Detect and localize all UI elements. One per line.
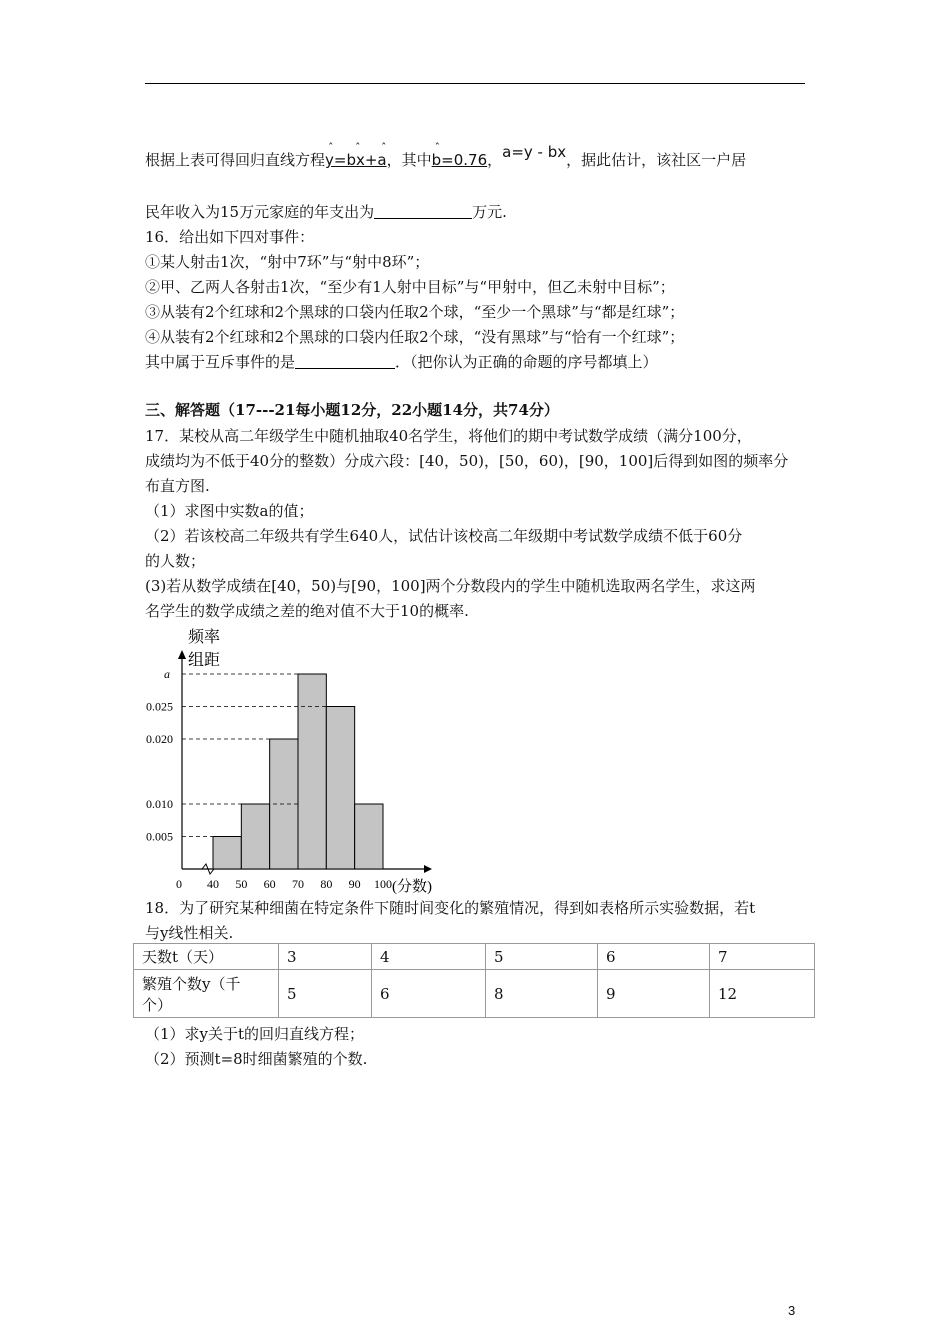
y-tick-label: 0.005 <box>146 829 173 844</box>
table-cell: 4 <box>372 944 486 970</box>
experiment-table <box>133 943 815 1018</box>
histogram-bar-40-50 <box>213 837 241 870</box>
table-cell: 6 <box>598 944 710 970</box>
q17-part-2-cont: 的人数； <box>145 552 206 570</box>
q17-line-3: 布直方图. <box>145 477 210 495</box>
regression-formula: ˆ ˆ ˆ y=bx+a <box>325 141 387 169</box>
q15-line2: 民年收入为15万元家庭的年支出为 万元. <box>145 203 507 221</box>
q16-item-1: ①某人射击1次，“射中7环”与“射中8环”； <box>145 253 430 271</box>
q17-line-2: 成绩均为不低于40分的整数）分成六段：[40，50)，[50，60)，[90，100]后得到如图的频率分 <box>145 452 789 470</box>
y-axis-label-top: 频率 <box>188 629 221 646</box>
table-row <box>134 970 815 1018</box>
x-tick-label: 70 <box>292 877 304 891</box>
table-cell: 8 <box>486 970 598 1018</box>
histogram-bar-80-90 <box>326 707 354 870</box>
table-cell: 5 <box>486 944 598 970</box>
q18-part-1: （1）求y关于t的回归直线方程； <box>145 1025 365 1043</box>
table-cell: 6 <box>372 970 486 1018</box>
answer-blank-16[interactable] <box>295 354 395 369</box>
q18-line-1: 18．为了研究某种细菌在特定条件下随时间变化的繁殖情况，得到如表格所示实验数据，若t <box>145 899 756 917</box>
q17-line-1: 17．某校从高二年级学生中随机抽取40名学生，将他们的期中考试数学成绩（满分100分， <box>145 427 752 445</box>
table-cell: 3 <box>279 944 372 970</box>
x-origin-label: 0 <box>176 877 182 891</box>
table-cell: 9 <box>598 970 710 1018</box>
header-rule <box>145 83 805 84</box>
a-hat-formula: a=y - bx <box>502 143 567 161</box>
y-tick-label: 0.025 <box>146 699 173 714</box>
frequency-histogram <box>142 626 462 896</box>
table-header-cell: 繁殖个数y（千 个） <box>134 970 279 1018</box>
x-tick-label: 80 <box>320 877 333 891</box>
x-tick-label: 50 <box>235 877 248 891</box>
q17-part-1: （1）求图中实数a的值； <box>145 502 314 520</box>
q18-line-2: 与y线性相关. <box>145 924 234 942</box>
histogram-bar-50-60 <box>241 804 269 869</box>
q16-ask: 其中属于互斥事件的是 ．（把你认为正确的命题的序号都填上） <box>145 353 658 371</box>
q17-part-3: (3)若从数学成绩在[40，50)与[90，100]两个分数段内的学生中随机选取两名学生，求这两 <box>145 577 756 595</box>
answer-blank-15[interactable] <box>374 204 472 219</box>
q16-item-4: ④从装有2个红球和2个黑球的口袋内任取2个球，“没有黑球”与“恰有一个红球”； <box>145 328 685 346</box>
histogram-bar-90-100 <box>355 804 383 869</box>
q16-stem: 16．给出如下四对事件： <box>145 228 315 246</box>
q17-part-2: （2）若该校高二年级共有学生640人，试估计该校高二年级期中考试数学成绩不低于60分 <box>145 527 743 545</box>
y-tick-label: a <box>164 667 170 681</box>
table-cell: 12 <box>710 970 815 1018</box>
y-tick-label: 0.020 <box>146 732 173 746</box>
x-axis-label: (分数) <box>392 879 432 895</box>
x-tick-label: 90 <box>348 877 361 891</box>
x-axis-arrow <box>424 865 432 873</box>
histogram-bar-70-80 <box>298 674 326 869</box>
y-axis-label-bottom: 组距 <box>188 652 221 669</box>
table-cell: 7 <box>710 944 815 970</box>
page-number: 3 <box>788 1303 796 1318</box>
y-axis-arrow <box>178 650 186 659</box>
b-hat-value: ˆ b=0.76 <box>431 141 488 169</box>
table-cell: 5 <box>279 970 372 1018</box>
chart-layer <box>146 628 432 895</box>
section-title: 三、解答题（17---21每小题12分，22小题14分，共74分） <box>145 401 559 419</box>
q17-part-3-cont: 名学生的数学成绩之差的绝对值不大于10的概率. <box>145 602 469 620</box>
q16-item-3: ③从装有2个红球和2个黑球的口袋内任取2个球，“至少一个黑球”与“都是红球”； <box>145 303 685 321</box>
q16-item-2: ②甲、乙两人各射击1次，“至少有1人射中目标”与“甲射中，但乙未射中目标”； <box>145 278 675 296</box>
x-tick-label: 40 <box>207 877 219 891</box>
q18-part-2: （2）预测t=8时细菌繁殖的个数. <box>145 1050 368 1068</box>
table-row <box>134 944 815 970</box>
x-tick-label: 60 <box>263 877 276 891</box>
table-header-cell: 天数t（天） <box>134 944 279 970</box>
x-tick-label: 100 <box>374 877 392 891</box>
q15-line1: 根据上表可得回归直线方程 ˆ ˆ ˆ y=bx+a，其中 ˆ b=0.76，a=y - bx，据此估计，该社区一户居 <box>145 141 747 169</box>
y-tick-label: 0.010 <box>146 797 173 811</box>
